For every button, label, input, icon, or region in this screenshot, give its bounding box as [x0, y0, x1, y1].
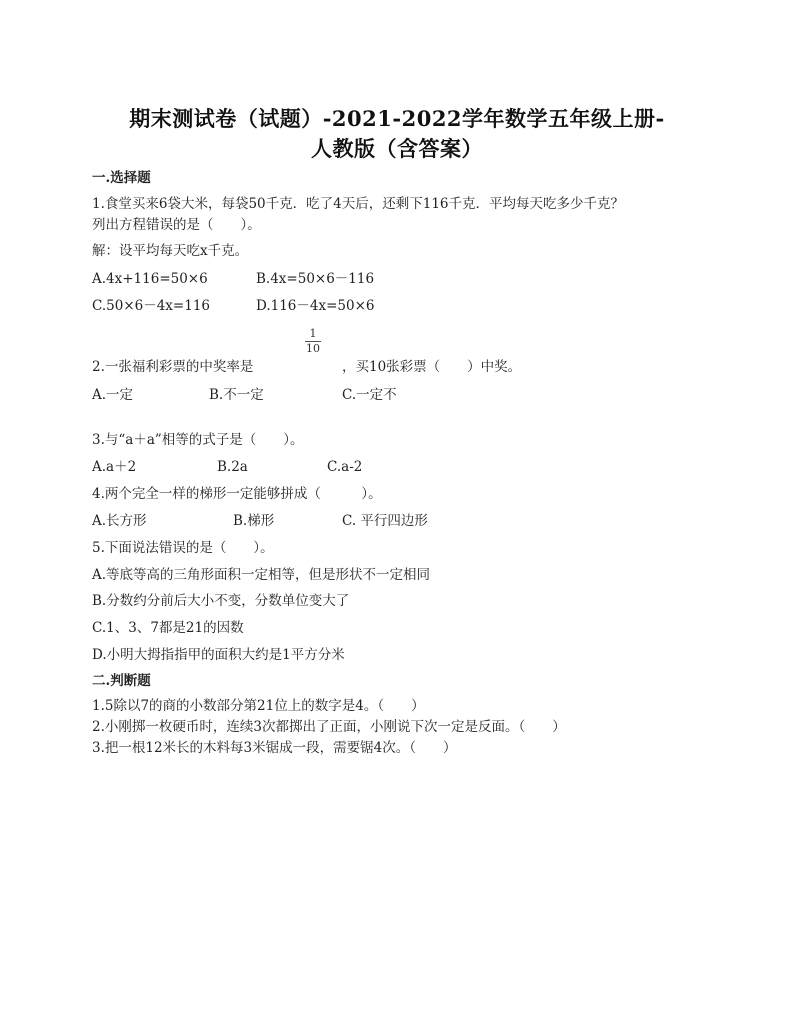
judge-question-2: 2.小刚掷一枚硬币时，连续3次都掷出了正面，小刚说下次一定是反面。（ ）	[92, 719, 566, 735]
question-2-stem-end: ，买10张彩票（ ）中奖。	[342, 359, 522, 375]
question-5-option-c: C.1、3、7都是21的因数	[92, 620, 244, 636]
fraction-denominator: 10	[306, 342, 320, 355]
question-1-option-b: B.4x=50×6－116	[256, 271, 375, 287]
question-4-stem: 4.两个完全一样的梯形一定能够拼成（ ）。	[92, 486, 382, 502]
question-3-option-c: C.a-2	[327, 459, 363, 475]
question-5-option-d: D.小明大拇指指甲的面积大约是1平方分米	[92, 647, 345, 663]
question-1-solution: 解：设平均每天吃x千克。	[92, 243, 249, 259]
question-5-option-a: A.等底等高的三角形面积一定相等，但是形状不一定相同	[92, 567, 431, 583]
question-5-option-b: B.分数约分前后大小不变，分数单位变大了	[92, 593, 350, 609]
fraction-numerator: 1	[309, 327, 317, 340]
section-heading-choice: 一.选择题	[92, 170, 151, 186]
question-4-option-c: C. 平行四边形	[342, 513, 428, 529]
question-3-option-a: A.a＋2	[92, 459, 137, 475]
question-3-stem: 3.与“a＋a”相等的式子是（ ）。	[92, 432, 304, 448]
question-1-option-a: A.4x+116=50×6	[92, 271, 208, 287]
question-2-option-c: C.一定不	[342, 387, 397, 403]
section-heading-judge: 二.判断题	[92, 673, 151, 689]
document-title-line1: 期末测试卷（试题）-2021-2022学年数学五年级上册-	[129, 106, 665, 131]
question-1-stem-line1: 1.食堂买来6袋大米，每袋50千克．吃了4天后，还剩下116千克．平均每天吃多少千克？	[92, 196, 625, 212]
question-4-option-a: A.长方形	[92, 513, 147, 529]
question-1-option-c: C.50×6－4x=116	[92, 298, 210, 314]
question-1-option-d: D.116－4x=50×6	[256, 298, 375, 314]
document-title-line2: 人教版（含答案）	[311, 136, 483, 161]
question-2-option-b: B.不一定	[209, 387, 264, 403]
question-5-stem: 5.下面说法错误的是（ ）。	[92, 540, 274, 556]
question-2-fraction	[303, 328, 323, 355]
judge-question-3: 3.把一根12米长的木料每3米锯成一段，需要锯4次。（ ）	[92, 740, 457, 756]
question-2-option-a: A.一定	[92, 387, 134, 403]
question-1-stem-line2: 列出方程错误的是（ ）。	[92, 217, 261, 233]
question-2-stem-start: 2.一张福利彩票的中奖率是	[92, 359, 254, 375]
question-4-option-b: B.梯形	[233, 513, 275, 529]
judge-question-1: 1.5除以7的商的小数部分第21位上的数字是4。（ ）	[92, 698, 425, 714]
question-3-option-b: B.2a	[217, 459, 248, 475]
